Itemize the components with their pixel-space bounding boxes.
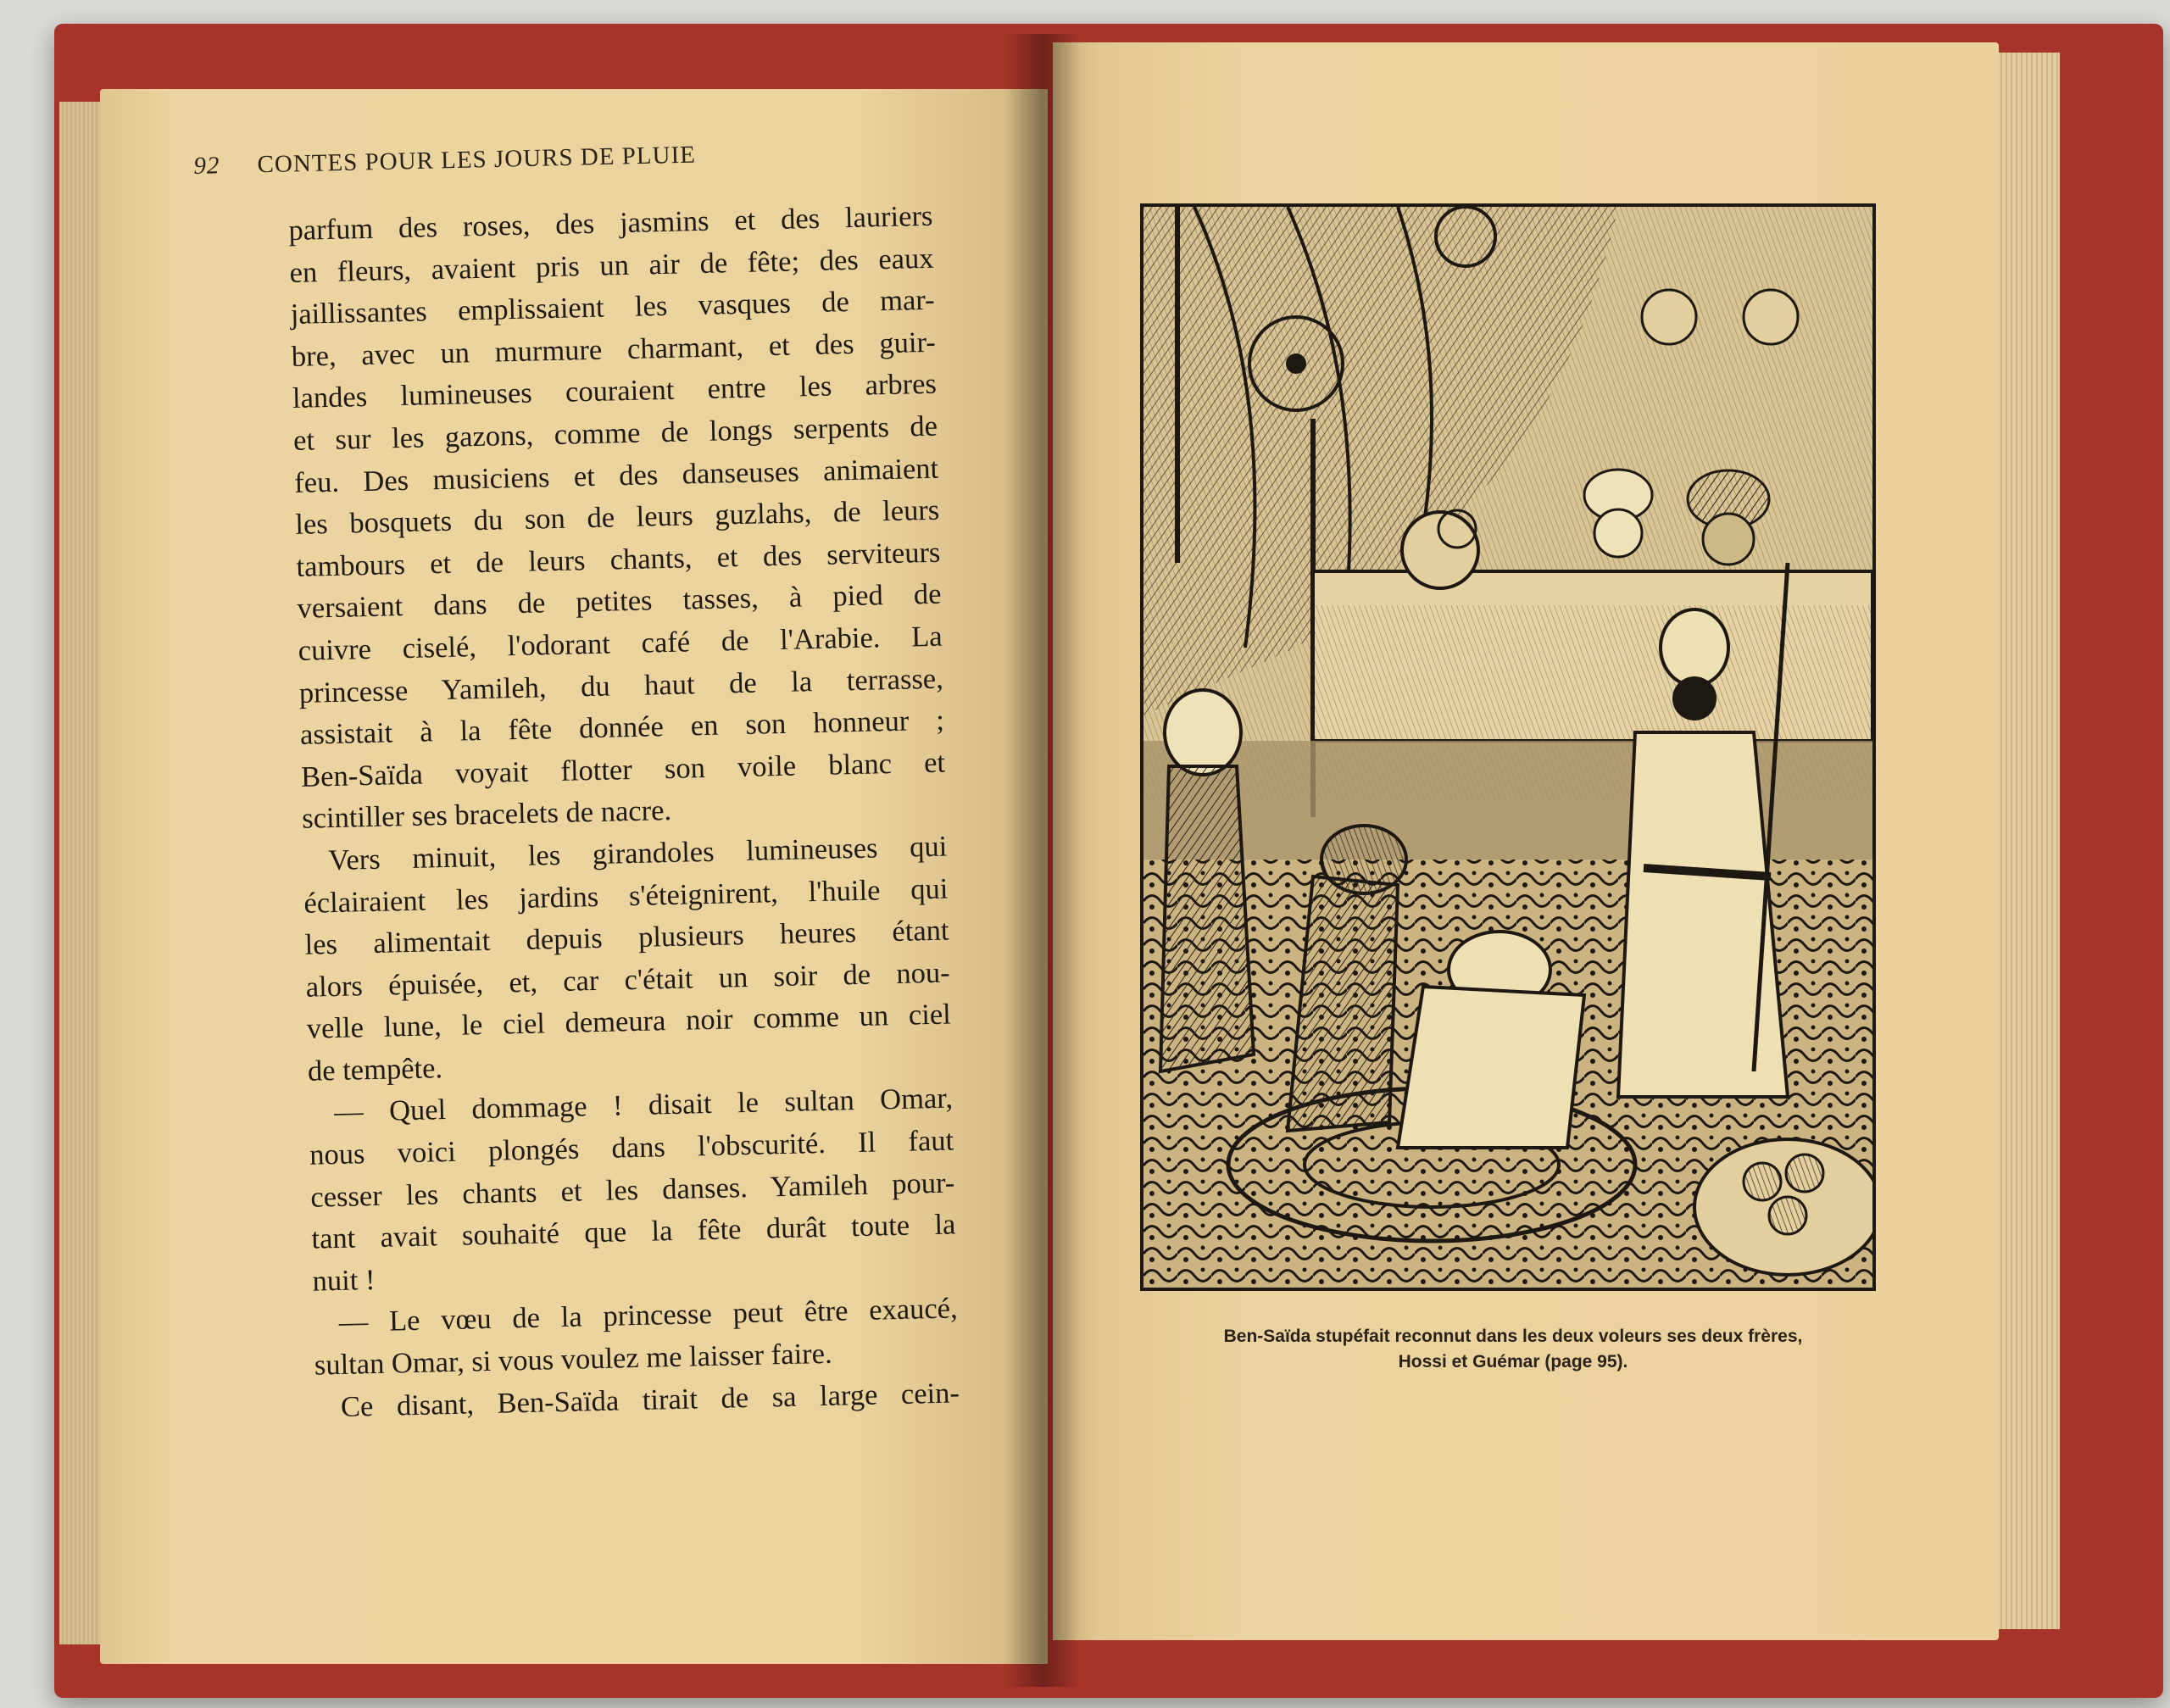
text-line: velle lune, le ciel demeura noir comme un ciel <box>306 998 952 1046</box>
book-gutter <box>1004 34 1081 1687</box>
text-line: Ce disant, Ben-Saïda tirait de sa large cein- <box>340 1377 960 1423</box>
text-line: — Le vœu de la princesse peut être exaucé, <box>338 1292 959 1339</box>
text-line: versaient dans de petites tasses, à pied de <box>297 577 942 626</box>
text-line: les bosquets du son de leurs guzlahs, de leurs <box>294 493 940 542</box>
caption-line-1: Ben-Saïda stupéfait reconnut dans les deux voleurs ses deux frères, <box>1223 1327 1803 1346</box>
text-line: assistait à la fête donnée en son honneur ; <box>299 704 945 751</box>
body-text <box>288 196 960 1429</box>
text-line: jaillissantes emplissaient les vasques de mar- <box>290 283 936 331</box>
text-line: scintiller ses bracelets de nacre. <box>301 794 672 836</box>
text-line: éclairaient les jardins s'éteignirent, l'huile qui <box>303 872 949 920</box>
text-line: Ben-Saïda voyait flotter son voile blanc et <box>300 746 946 793</box>
caption-line-2: Hossi et Guémar (page 95). <box>1398 1352 1628 1371</box>
text-line: Vers minuit, les girandoles lumineuses qui <box>327 830 948 877</box>
text-line: parfum des roses, des jasmins et des lauriers <box>288 199 933 247</box>
text-line: alors épuisée, et, car c'était un soir de nou- <box>305 956 951 1004</box>
text-line: les alimentait depuis plusieurs heures étant <box>304 914 949 961</box>
text-line: de tempête. <box>307 1052 443 1088</box>
text-line: — Quel dommage ! disait le sultan Omar, <box>333 1082 954 1129</box>
text-line: princesse Yamileh, du haut de la terrasse, <box>298 662 944 709</box>
text-line: bre, avec un murmure charmant, et des guir- <box>291 325 937 373</box>
illustration-caption <box>1144 1324 1882 1375</box>
text-line: landes lumineuses couraient entre les arbres <box>292 368 938 415</box>
text-line: tambours et de leurs chants, et des serviteurs <box>296 536 941 583</box>
illustration-drawing <box>1143 207 1872 1288</box>
text-line: sultan Omar, si vous voulez me laisser faire. <box>314 1337 833 1382</box>
running-head-title: CONTES POUR LES JOURS DE PLUIE <box>257 141 697 179</box>
page-number: 92 <box>193 152 220 180</box>
illustration-engraving <box>1140 203 1876 1291</box>
text-line: feu. Des musiciens et des danseuses animaient <box>293 452 939 499</box>
page-edges-right <box>1992 53 2060 1629</box>
text-line: en fleurs, avaient pris un air de fête; des eaux <box>289 242 934 289</box>
text-line: cuivre ciselé, l'odorant café de l'Arabie. La <box>298 620 943 667</box>
text-line: nous voici plongés dans l'obscurité. Il faut <box>309 1124 954 1171</box>
text-line: tant avait souhaité que la fête durât toute la <box>311 1208 956 1255</box>
text-line: nuit ! <box>312 1263 376 1298</box>
text-line: cesser les chants et les danses. Yamileh pour- <box>309 1166 955 1214</box>
text-line: et sur les gazons, comme de longs serpents de <box>292 409 938 457</box>
